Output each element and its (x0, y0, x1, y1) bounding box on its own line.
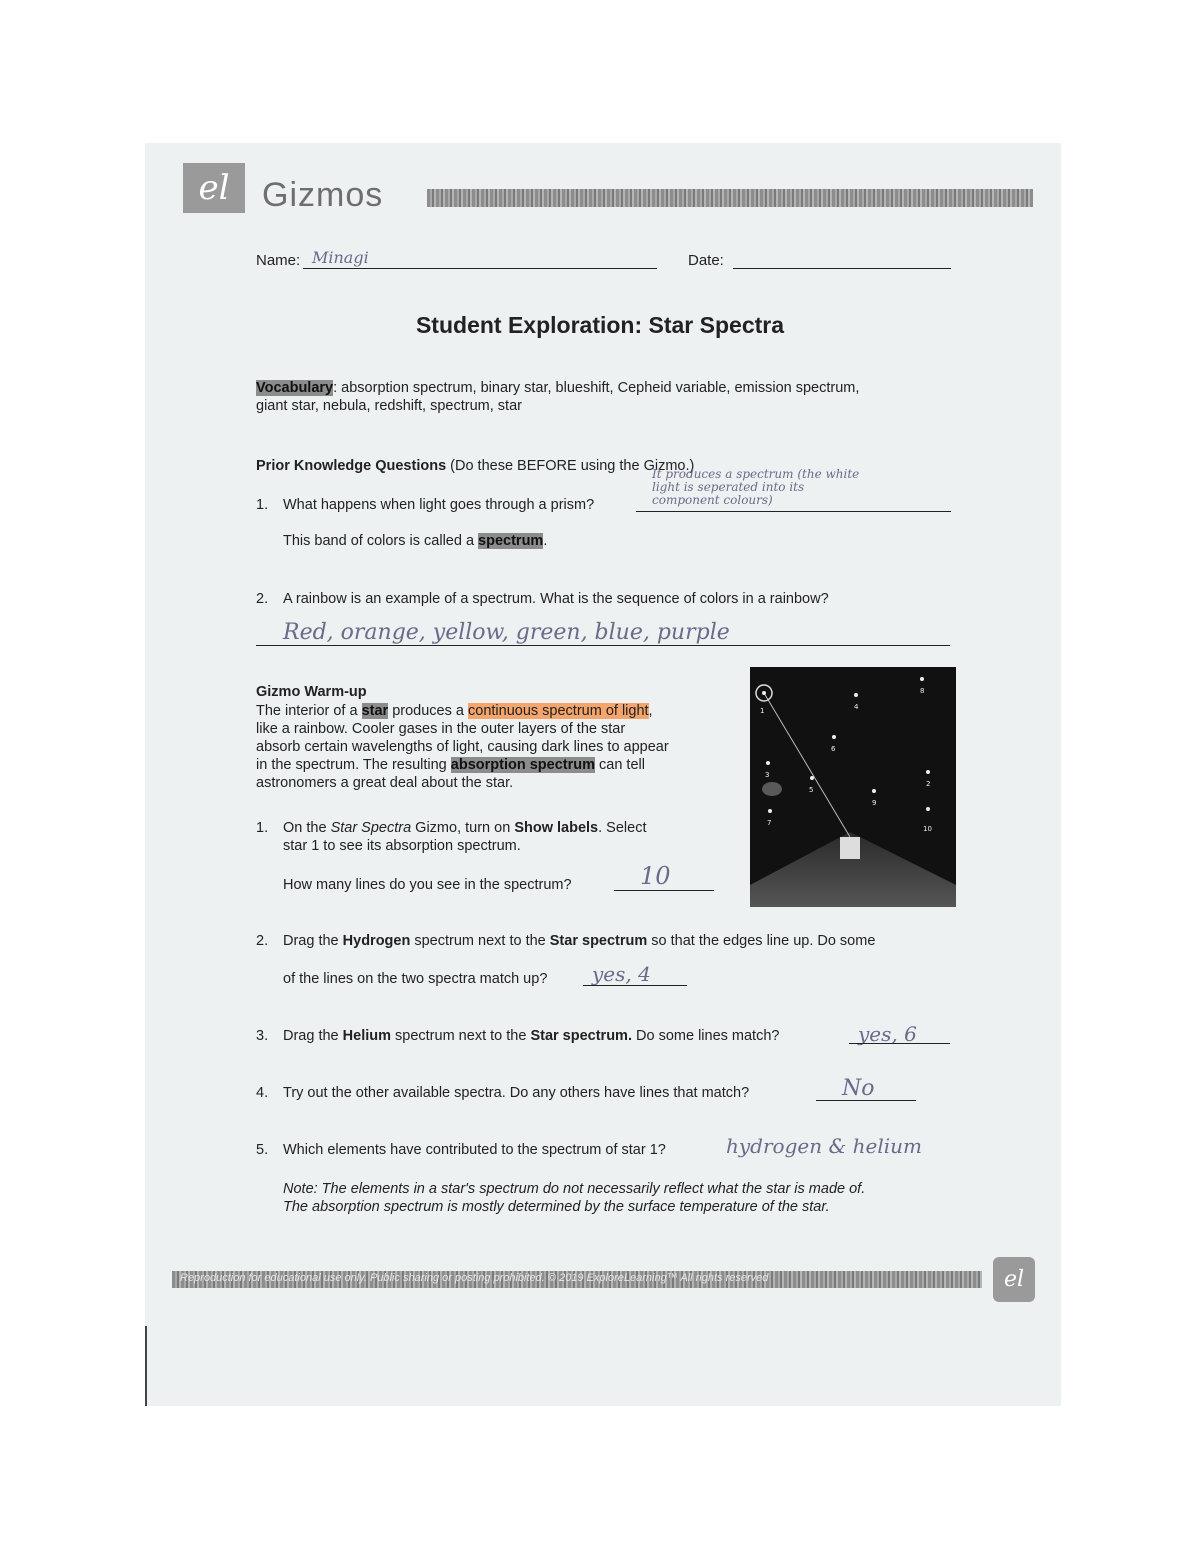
w3-text (283, 1027, 779, 1045)
name-label: Name: (256, 252, 301, 269)
nebula (762, 782, 782, 796)
vocabulary-line-1 (256, 379, 956, 397)
q1-text: What happens when light goes through a prism? (283, 497, 595, 513)
w1-c: . Select (598, 820, 647, 836)
w5-answer: hydrogen & helium (726, 1134, 922, 1158)
w4-answer: No (842, 1076, 875, 1101)
warmup-heading: Gizmo Warm-up (256, 684, 367, 700)
w1-b: Gizmo, turn on (411, 820, 515, 836)
w1-answer: 10 (640, 862, 671, 890)
w3-a: Drag the (283, 1028, 343, 1044)
header-bar (427, 189, 1033, 207)
prior-heading (256, 457, 694, 475)
warmup-line-3: absorb certain wavelengths of light, causing dark lines to appear (256, 739, 669, 755)
footer-copyright: Reproduction for educational use only. Public sharing or posting prohibited. © 2019 ExploreLearning™ All rights reserved (180, 1272, 769, 1284)
q1-note (283, 532, 547, 550)
star-3-label: 3 (765, 771, 770, 779)
gizmos-brand: Gizmos (262, 176, 384, 214)
w1-number: 1. (256, 820, 269, 836)
q1-answer (652, 468, 952, 507)
star-8[interactable] (920, 677, 924, 681)
w2-number: 2. (256, 933, 269, 949)
w2-answer-line[interactable] (583, 985, 687, 986)
star-9[interactable] (872, 789, 876, 793)
q2-answer-line[interactable] (256, 645, 950, 646)
q1-note-post: . (543, 533, 548, 549)
q1-number: 1. (256, 497, 269, 513)
w5-text: Which elements have contributed to the spectrum of star 1? (283, 1142, 666, 1158)
vocabulary-terms-1: : absorption spectrum, binary star, blueshift, Cepheid variable, emission spectrum, (333, 380, 860, 396)
q1-answer-line-2: light is seperated into its (652, 480, 805, 494)
page-title: Student Exploration: Star Spectra (415, 312, 785, 338)
q1-answer-line-3: component colours) (652, 493, 773, 507)
note-line-2: The absorption spectrum is mostly determined by the surface temperature of the star. (283, 1199, 830, 1215)
star-6-label: 6 (831, 745, 836, 753)
w5-number: 5. (256, 1142, 269, 1158)
q1-answer-line[interactable] (636, 511, 951, 512)
star-1-label: 1 (760, 707, 765, 715)
w4-number: 4. (256, 1085, 269, 1101)
star-8-label: 8 (920, 687, 925, 695)
vocabulary-label: Vocabulary (256, 380, 334, 396)
star-term: star (361, 703, 389, 719)
w1-line-2: star 1 to see its absorption spectrum. (283, 838, 521, 854)
w1-gizmo-name: Star Spectra (330, 820, 412, 836)
vocabulary-line-2: giant star, nebula, redshift, spectrum, star (256, 398, 522, 414)
w4-text: Try out the other available spectra. Do any others have lines that match? (283, 1085, 750, 1101)
note (283, 1180, 865, 1216)
w1-a: On the (283, 820, 331, 836)
w1-text (283, 819, 733, 855)
w1-line-1 (283, 819, 733, 837)
star-9-label: 9 (872, 799, 877, 807)
continuous-spectrum-term: continuous spectrum of light (468, 703, 649, 719)
name-value: Minagi (312, 248, 369, 267)
q1-note-pre: This band of colors is called a (283, 533, 479, 549)
star-2-label: 2 (926, 780, 931, 788)
telescope (840, 837, 860, 859)
w3-helium: Helium (342, 1028, 391, 1044)
warmup-l4-a: in the spectrum. The resulting (256, 757, 451, 773)
star-5[interactable] (810, 776, 814, 780)
star-10[interactable] (926, 807, 930, 811)
warmup-paragraph (256, 702, 736, 792)
warmup-l4-b: can tell (595, 757, 645, 773)
warmup-line-2: like a rainbow. Cooler gases in the outer layers of the star (256, 721, 626, 737)
star-1[interactable] (762, 691, 766, 695)
q2-text: A rainbow is an example of a spectrum. What is the sequence of colors in a rainbow? (283, 591, 829, 607)
w1-subquestion: How many lines do you see in the spectrum? (283, 877, 572, 893)
star-spectra-gizmo-image (750, 667, 956, 907)
star-4[interactable] (854, 693, 858, 697)
date-line[interactable] (733, 268, 951, 269)
footer-logo: el (993, 1257, 1035, 1302)
star-2[interactable] (926, 770, 930, 774)
w3-number: 3. (256, 1028, 269, 1044)
star-6[interactable] (832, 735, 836, 739)
absorption-spectrum-term: absorption spectrum (450, 757, 595, 773)
w2-b: spectrum next to the (410, 933, 550, 949)
w3-answer: yes, 6 (858, 1022, 917, 1046)
name-line[interactable] (303, 268, 657, 269)
prior-heading-rest: (Do these BEFORE using the Gizmo.) (446, 458, 695, 474)
warmup-l1-c: , (648, 703, 653, 719)
w2-a: Drag the (283, 933, 343, 949)
star-4-label: 4 (854, 703, 859, 711)
warmup-line-4 (256, 756, 736, 774)
w3-star-spectrum: Star spectrum. (530, 1028, 632, 1044)
warmup-line-1 (256, 702, 736, 720)
w2-text (283, 932, 963, 950)
warmup-l1-b: produces a (388, 703, 468, 719)
w1-answer-line[interactable] (614, 890, 714, 891)
star-field-svg (750, 667, 956, 907)
w2-answer: yes, 4 (592, 962, 651, 986)
w3-b: spectrum next to the (391, 1028, 531, 1044)
q2-number: 2. (256, 591, 269, 607)
star-7[interactable] (768, 809, 772, 813)
w2-line-2: of the lines on the two spectra match up? (283, 971, 548, 987)
scan-edge (145, 1326, 147, 1406)
date-label: Date: (688, 252, 724, 269)
w2-star-spectrum: Star spectrum (549, 933, 648, 949)
w3-answer-line[interactable] (849, 1043, 950, 1044)
prior-heading-bold: Prior Knowledge Questions (256, 458, 447, 474)
q1-answer-line-1: It produces a spectrum (the white (652, 467, 860, 481)
explorelearning-logo: el (183, 163, 245, 213)
star-3[interactable] (766, 761, 770, 765)
star-7-label: 7 (767, 819, 772, 827)
w4-answer-line[interactable] (816, 1100, 916, 1101)
warmup-line-5: astronomers a great deal about the star. (256, 775, 514, 791)
warmup-l1-a: The interior of a (256, 703, 362, 719)
w2-c: so that the edges line up. Do some (647, 933, 876, 949)
note-line-1: Note: The elements in a star's spectrum do not necessarily reflect what the star is made of. (283, 1181, 866, 1197)
w2-hydrogen: Hydrogen (342, 933, 411, 949)
w1-show-labels: Show labels (514, 820, 599, 836)
star-10-label: 10 (923, 825, 932, 833)
star-5-label: 5 (809, 786, 814, 794)
q2-answer: Red, orange, yellow, green, blue, purple (283, 620, 730, 645)
w3-c: Do some lines match? (631, 1028, 780, 1044)
spectrum-term: spectrum (478, 533, 544, 549)
